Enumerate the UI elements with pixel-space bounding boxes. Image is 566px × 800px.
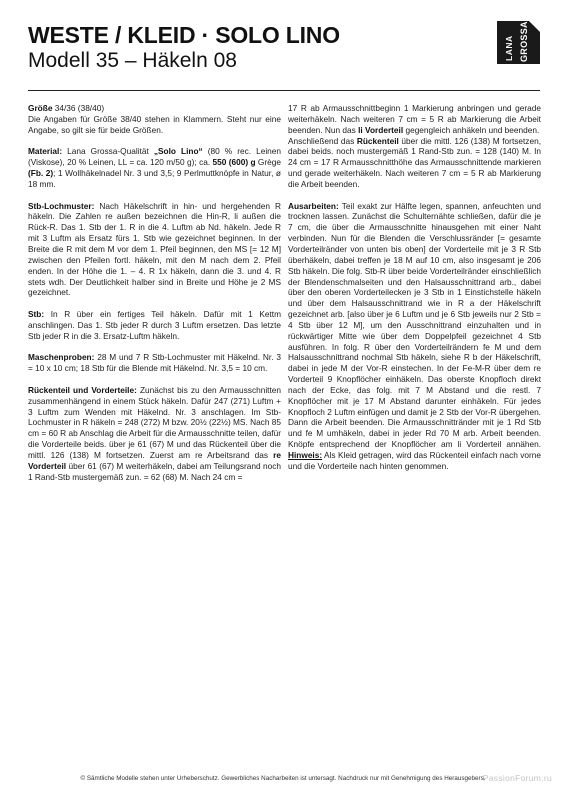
ausarbeiten-paragraph [288,201,541,472]
continuation-text: 17 R ab Armausschnittbeginn 1 Markierung anbringen und gerade weiterhäkeln. Nach weiteren 7 cm = 5 R ab Markierung die Arbeit beenden. Nun das [288,103,541,135]
material-text: ; 1 Wollhäkelnadel Nr. 3 und 3,5; 9 Perlmuttknöpfe in Natur, ø 18 mm. [28,168,282,189]
stb-lochmuster-paragraph [28,201,281,299]
instructions-left-column [28,103,281,493]
ausarbeiten-label: Ausarbeiten: [288,200,339,211]
svg-text:LANA: LANA [504,35,514,61]
size-label: Größe [28,103,53,113]
stb-lochmuster-label: Stb-Lochmuster: [28,200,95,211]
stb-paragraph [28,309,281,342]
material-color: (Fb. 2) [28,168,54,179]
material-text: (80 % rec. Leinen (Viskose), 20 % Leinen, LL = ca. 120 m/50 g); ca. [28,146,281,168]
copyright-footer: © Sämtliche Modelle stehen unter Urheberschutz. Gewerbliches Nacharbeiten ist untersagt. Nachdruck nur mit Genehmigung des Herausgebers. [80,775,486,782]
hinweis-text: Als Kleid getragen, wird das Rückenteil einfach nach vorne und die Vorderteile nach hinten genommen. [288,450,541,471]
page-title: WESTE / KLEID · SOLO LINO [28,22,340,48]
rueckenteil-text: über 61 (67) M weiterhäkeln, dabei am Teilungsrand noch 1 Rand-Stb mustergemäß zun. = 62 (68) M. Nach 24 cm = [28,460,281,482]
stb-text: In R über ein fertiges Teil häkeln. Dafür mit 1 Kettm anschlingen. Das 1. Stb jeder R durch 3 Luftm ersetzen. Das letzte Stb jeder R in die 3. Ersatz-Luftm häkeln. [28,309,281,341]
rueckenteil-paragraph [28,385,281,483]
watermark: PassionForum.ru [482,773,552,783]
re-vorderteil-label: re Vorderteil [28,450,281,471]
maschenproben-text: 28 M und 7 R Stb-Lochmuster mit Häkelnd. Nr. 3 = 10 x 10 cm; 18 Stb für die Blende mit Häkelnd. Nr. 3,5 = 10 cm. [28,352,281,374]
rueckenteil-label-2: Rückenteil [356,135,399,146]
rueckenteil-label: Rückenteil und Vorderteile: [28,384,137,395]
instructions-right-column [288,103,541,483]
continuation-paragraph [288,103,541,190]
material-text: Lana Grossa-Qualität [62,146,154,157]
page-subtitle: Modell 35 – Häkeln 08 [28,49,237,72]
lana-grossa-logo [497,21,540,64]
stb-label: Stb: [28,309,45,320]
hinweis-label [288,450,322,460]
ausarbeiten-text: Teil exakt zur Hälfte legen, spannen, anfeuchten und trocknen lassen. Zunächst die Schulternähte schließen, dafür die je 7 cm, die über die Armausschnitte hinausgehen mit einer Naht verbinden. Nun für die Blenden die Verschlussränder [= gesamte Vorderteilränder von unten bis oben] der Vorderteile mit je 3 R Stb überhäkeln, dabei treffen je 18 M auf 10 cm, also insgesamt je 206 Stb häkeln. Die folg. Stb-R über beide Vorderteilränder einschließlich der Blendenschmalseiten und den Halsausschnittrand arb., dabei über den oberen Vorderteilecken je 3 Stb in 1 Einstichstelle häkeln und über dem Halsausschnittrand wie in R a der Häkelschrift gezeichnet arb. [also über je 6 Luftm und je 6 Stb jeweils nur 2 Stb = 4 Stb über 12 M], um den Ausschnittrand einzuhalten und in rückwärtiger Mitte wie über dem Doppelpfeil gezeichnet 4 Stb ausführen. In folg. R über den Vorderteilrändern fe M und dem Halsausschnittrand nochmal Stb häkeln, siehe R b der Häkelschrift, dabei in jede M der Vor-R einstechen. In der Fe-M-R über dem re Vorderteil 9 Knopflöcher einhäkeln. Das oberste Knopfloch direkt nach der Ecke, das folg. mit 7 M Abstand und die restl. 7 Knopflöcher mit je 17 M Abstand darunter einhäkeln. Für jedes Knopfloch 2 Luftm einfügen und damit je 2 Stb der Vor-R übergehen. Dann die Arbeit beenden. Die Armausschnittränder mit je 1 Rd Stb und fe M umhäkeln, dabei in jeder Rd 70 M arb. Arbeit beenden. Knöpfe entsprechend der Knopflöcher am li Vorderteil annähen. [288,200,541,450]
stb-lochmuster-text: Nach Häkelschrift in hin- und hergehenden R häkeln. Die Zahlen re außen bezeichnen die Hin-R, li außen die Rück-R. Das 1. Stb der 1. R in die 4. Luftm ab Nd. häkeln. Jede R mit 3 Luftm als Ersatz fürs 1. Stb wie gezeichnet beginnen. In der Breite die R mit dem M vor dem 1. Pfeil beginnen, den MS [= 12 M] zwischen den Pfeilen fortl. häkeln, mit den M nach dem 2. Pfeil enden. In der Höhe die 1. – 4. R 1x häkeln, dann die 3. und 4. R stets wdh. Der Deutlichkeit halber sind in Breite und Höhe je 2 MS gezeichnet. [28,200,281,298]
material-text: Grège [255,157,281,168]
material-amount: 550 (600) g [212,157,256,168]
li-vorderteil-label: li Vorderteil [358,124,404,135]
maschenproben-label: Maschenproben: [28,352,95,363]
material-paragraph [28,146,281,189]
maschenproben-paragraph [28,352,281,374]
svg-text:GROSSA: GROSSA [519,21,529,62]
size-text: 34/36 (38/40) Die Angaben für Größe 38/40 stehen in Klammern. Steht nur eine Angabe, so gilt sie für beide Größen. [28,103,281,135]
material-quality: „Solo Lino“ [153,146,203,157]
header-divider [28,90,540,91]
hinweis-label-text: Hinweis: [288,450,323,460]
size-paragraph [28,103,281,136]
rueckenteil-text: Zunächst bis zu den Armausschnitten zusammenhängend in einem Stück häkeln. Dafür 247 (271) Luftm + 3 Luftm zum Wenden mit Häkelnd. Nr. 3 anschlagen. Im Stb-Lochmuster in R häkeln = 248 (272) M bzw. 20½ (22½) MS. Nach 85 cm = 60 R ab Anschlag die Arbeit für die Armausschnitte teilen, dafür die Vorderteile beids. über je 61 (67) M und das Rückenteil über die mittl. 126 (138) M fortsetzen. Zuerst am re Arbeitsrand das [28,384,282,460]
material-label: Material: [28,146,63,157]
continuation-text: gegengleich anhäkeln und beenden. Anschließend das [288,124,540,146]
continuation-text: über die mittl. 126 (138) M fortsetzen, dabei beids. noch mustergemäß 1 Rand-Stb zun. = 128 (140) M. In 24 cm = 17 R Armausschnitthöhe das Armausschnittende markieren und gerade weiterhäkeln. Nach weiteren 7 cm = 5 R ab Markierung die Arbeit beenden. [288,135,541,189]
